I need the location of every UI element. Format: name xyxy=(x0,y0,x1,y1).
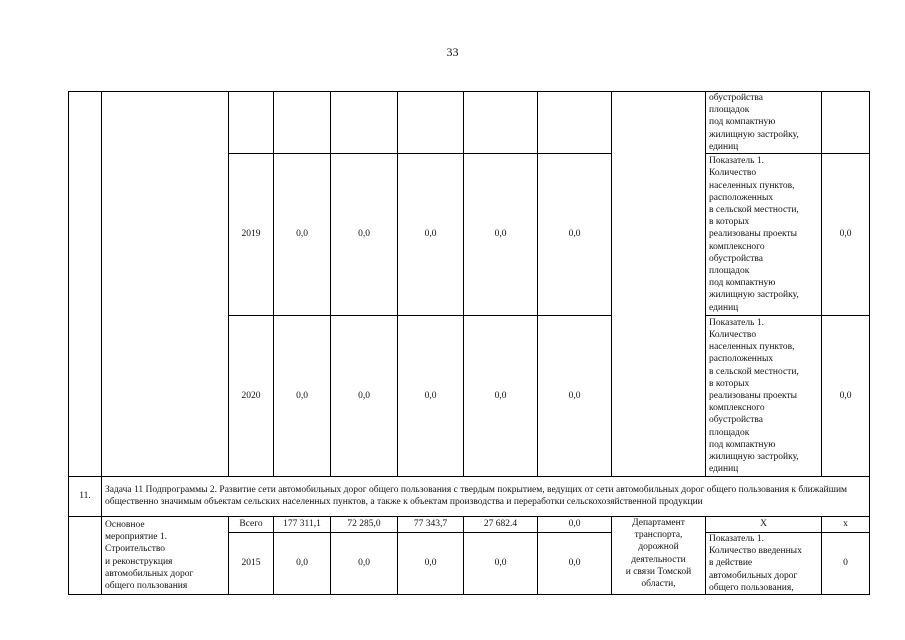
value-cell xyxy=(464,92,538,154)
task-title: Задача 11 Подпрограммы 2. Развитие сети автомобильных дорог общего пользования с твердым покрытием, ведущих от сети автомобильных дорог общего пользования к ближайшим общественно значимым объектам сельских населенных пунктов, а также к объектам производства и переработки сельскохозяйственной продукции xyxy=(102,477,870,517)
table-row xyxy=(69,517,870,533)
value-cell xyxy=(398,92,464,154)
year-cell: 2015 xyxy=(229,533,274,595)
task-number: 11. xyxy=(69,477,102,517)
value-cell: 0,0 xyxy=(274,154,331,316)
value-cell: 0,0 xyxy=(538,154,612,316)
value-cell xyxy=(331,92,398,154)
value-cell: 0,0 xyxy=(398,533,464,595)
year-cell xyxy=(229,92,274,154)
value-cell: 27 682.4 xyxy=(464,517,538,533)
value-cell: 0,0 xyxy=(398,316,464,477)
year-cell: Всего xyxy=(229,517,274,533)
indicator-value-cell: 0 xyxy=(822,533,870,595)
indicator-value-cell: х xyxy=(822,517,870,533)
value-cell: 0,0 xyxy=(331,154,398,316)
value-cell: 0,0 xyxy=(464,154,538,316)
value-cell: 0,0 xyxy=(538,316,612,477)
page-number: 33 xyxy=(446,45,459,59)
value-cell: 72 285,0 xyxy=(331,517,398,533)
value-cell xyxy=(274,92,331,154)
value-cell: 0,0 xyxy=(398,154,464,316)
year-cell: 2019 xyxy=(229,154,274,316)
indicator-cell: Показатель 1. Количество населенных пунктов, расположенных в сельской местности, в которых реализованы проекты комплексного обустройства площадок под компактную жилищную застройку, единиц xyxy=(706,154,822,316)
indicator-cell: Показатель 1. Количество населенных пунктов, расположенных в сельской местности, в которых реализованы проекты комплексного обустройства площадок под компактную жилищную застройку, единиц xyxy=(706,316,822,477)
measure-name-cell xyxy=(102,92,229,477)
indicator-value-cell: 0,0 xyxy=(822,154,870,316)
year-cell: 2020 xyxy=(229,316,274,477)
value-cell: 177 311,1 xyxy=(274,517,331,533)
measure-name-cell: Основное мероприятие 1. Строительство и реконструкция автомобильных дорог общего пользования xyxy=(102,517,229,595)
value-cell: 77 343,7 xyxy=(398,517,464,533)
executor-cell: Департамент транспорта, дорожной деятельности и связи Томской области, xyxy=(612,517,706,595)
value-cell: 0,0 xyxy=(274,316,331,477)
value-cell: 0,0 xyxy=(538,533,612,595)
value-cell xyxy=(538,92,612,154)
indicator-value-cell: 0,0 xyxy=(822,316,870,477)
value-cell: 0,0 xyxy=(331,533,398,595)
program-table xyxy=(68,91,870,595)
indicator-value-cell xyxy=(822,92,870,154)
indicator-cell: Показатель 1. Количество введенных в действие автомобильных дорог общего пользования, xyxy=(706,533,822,595)
row-number-cell xyxy=(69,517,102,595)
row-number-cell xyxy=(69,92,102,477)
task-row xyxy=(69,477,870,517)
value-cell: 0,0 xyxy=(464,533,538,595)
value-cell: 0,0 xyxy=(331,316,398,477)
value-cell: 0,0 xyxy=(464,316,538,477)
executor-cell xyxy=(612,92,706,477)
value-cell: 0,0 xyxy=(538,517,612,533)
value-cell: 0,0 xyxy=(274,533,331,595)
indicator-cell: обустройства площадок под компактную жилищную застройку, единиц xyxy=(706,92,822,154)
table-row xyxy=(69,92,870,154)
indicator-cell: Х xyxy=(706,517,822,533)
